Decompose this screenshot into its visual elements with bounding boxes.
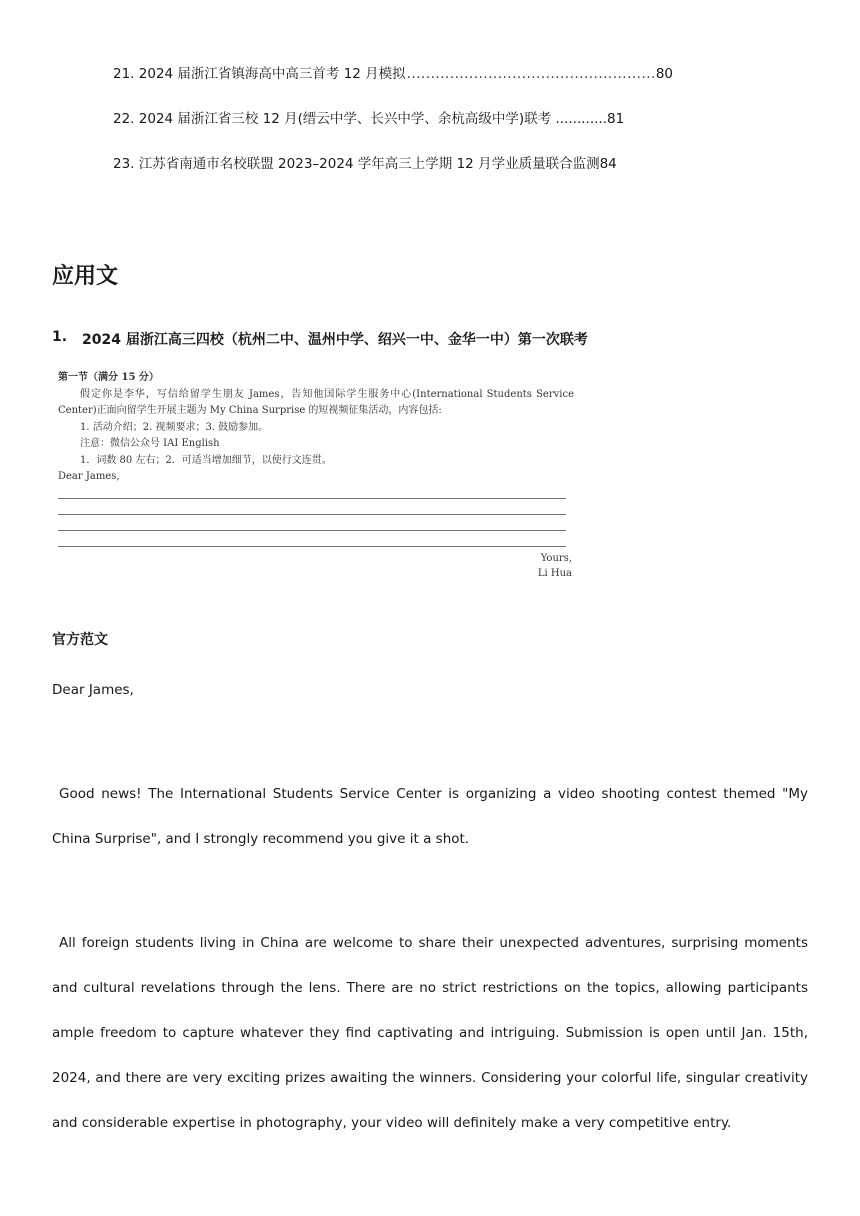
toc-item[interactable]	[113, 107, 673, 152]
table-of-contents	[113, 62, 673, 197]
writing-line	[58, 530, 566, 531]
toc-item[interactable]	[113, 152, 673, 197]
writing-line	[58, 546, 566, 547]
model-essay-heading: 官方范文	[52, 632, 108, 648]
exam-prompt-scan	[58, 370, 574, 586]
toc-item-title: 21. 2024 届浙江省镇海高中高三首考 12 月模拟	[113, 66, 406, 82]
writing-line	[58, 514, 566, 515]
scan-prompt-line: Center)正面向留学生开展主题为 My China Surprise 的短视频征集活动，内容包括:	[58, 405, 442, 416]
section-title: 应用文	[52, 264, 119, 289]
scan-prompt-line: 假定你是李华，写信给留学生朋友 James，告知他国际学生服务中心(International Students Service	[80, 388, 574, 400]
letter-paragraph: All foreign students living in China are welcome to share their unexpected adventures, surprising moments and cultural revelations through the lens. There are no strict restrictions on the topics, allowing participants ample freedom to capture whatever they find captivating and intriguing. Submission is open until Jan. 15th, 2024, and there are very exciting prizes awaiting the winners. Considering your colorful life, singular creativity and considerable expertise in photography, your video will definitely make a very competitive entry.	[52, 935, 808, 1131]
toc-page-number: 81	[607, 111, 625, 127]
scan-content-points: 1. 活动介绍；2. 视频要求；3. 鼓励参加。	[80, 421, 269, 433]
writing-line	[58, 498, 566, 499]
question-title: 2024 届浙江高三四校（杭州二中、温州中学、绍兴一中、金华一中）第一次联考	[82, 332, 588, 348]
letter-salutation: Dear James,	[52, 682, 134, 698]
toc-page-number: 84	[599, 156, 617, 172]
scan-closing: Yours,	[540, 552, 572, 564]
scan-notice: 注意：微信公众号 IAI English	[80, 438, 220, 449]
toc-page-number: 80	[655, 66, 673, 82]
toc-leader	[407, 66, 655, 82]
scan-section-label: 第一节（满分 15 分）	[58, 372, 159, 383]
toc-item-title: 23. 江苏省南通市名校联盟 2023–2024 学年高三上学期 12 月学业质量联合监测	[113, 156, 600, 172]
scan-salutation: Dear James,	[58, 471, 120, 482]
letter-paragraph: Good news! The International Students Service Center is organizing a video shooting contest themed "My China Surprise", and I strongly recommend you give it a shot.	[52, 786, 808, 847]
toc-item[interactable]	[113, 62, 673, 107]
toc-item-title: 22. 2024 届浙江省三校 12 月(缙云中学、长兴中学、余杭高级中学)联考 ............	[113, 111, 607, 127]
question-heading	[52, 329, 588, 349]
scan-requirements: 1．词数 80 左右；2．可适当增加细节，以使行文连贯。	[80, 454, 332, 466]
question-number: 1.	[52, 329, 68, 345]
scan-signature: Li Hua	[537, 567, 572, 579]
